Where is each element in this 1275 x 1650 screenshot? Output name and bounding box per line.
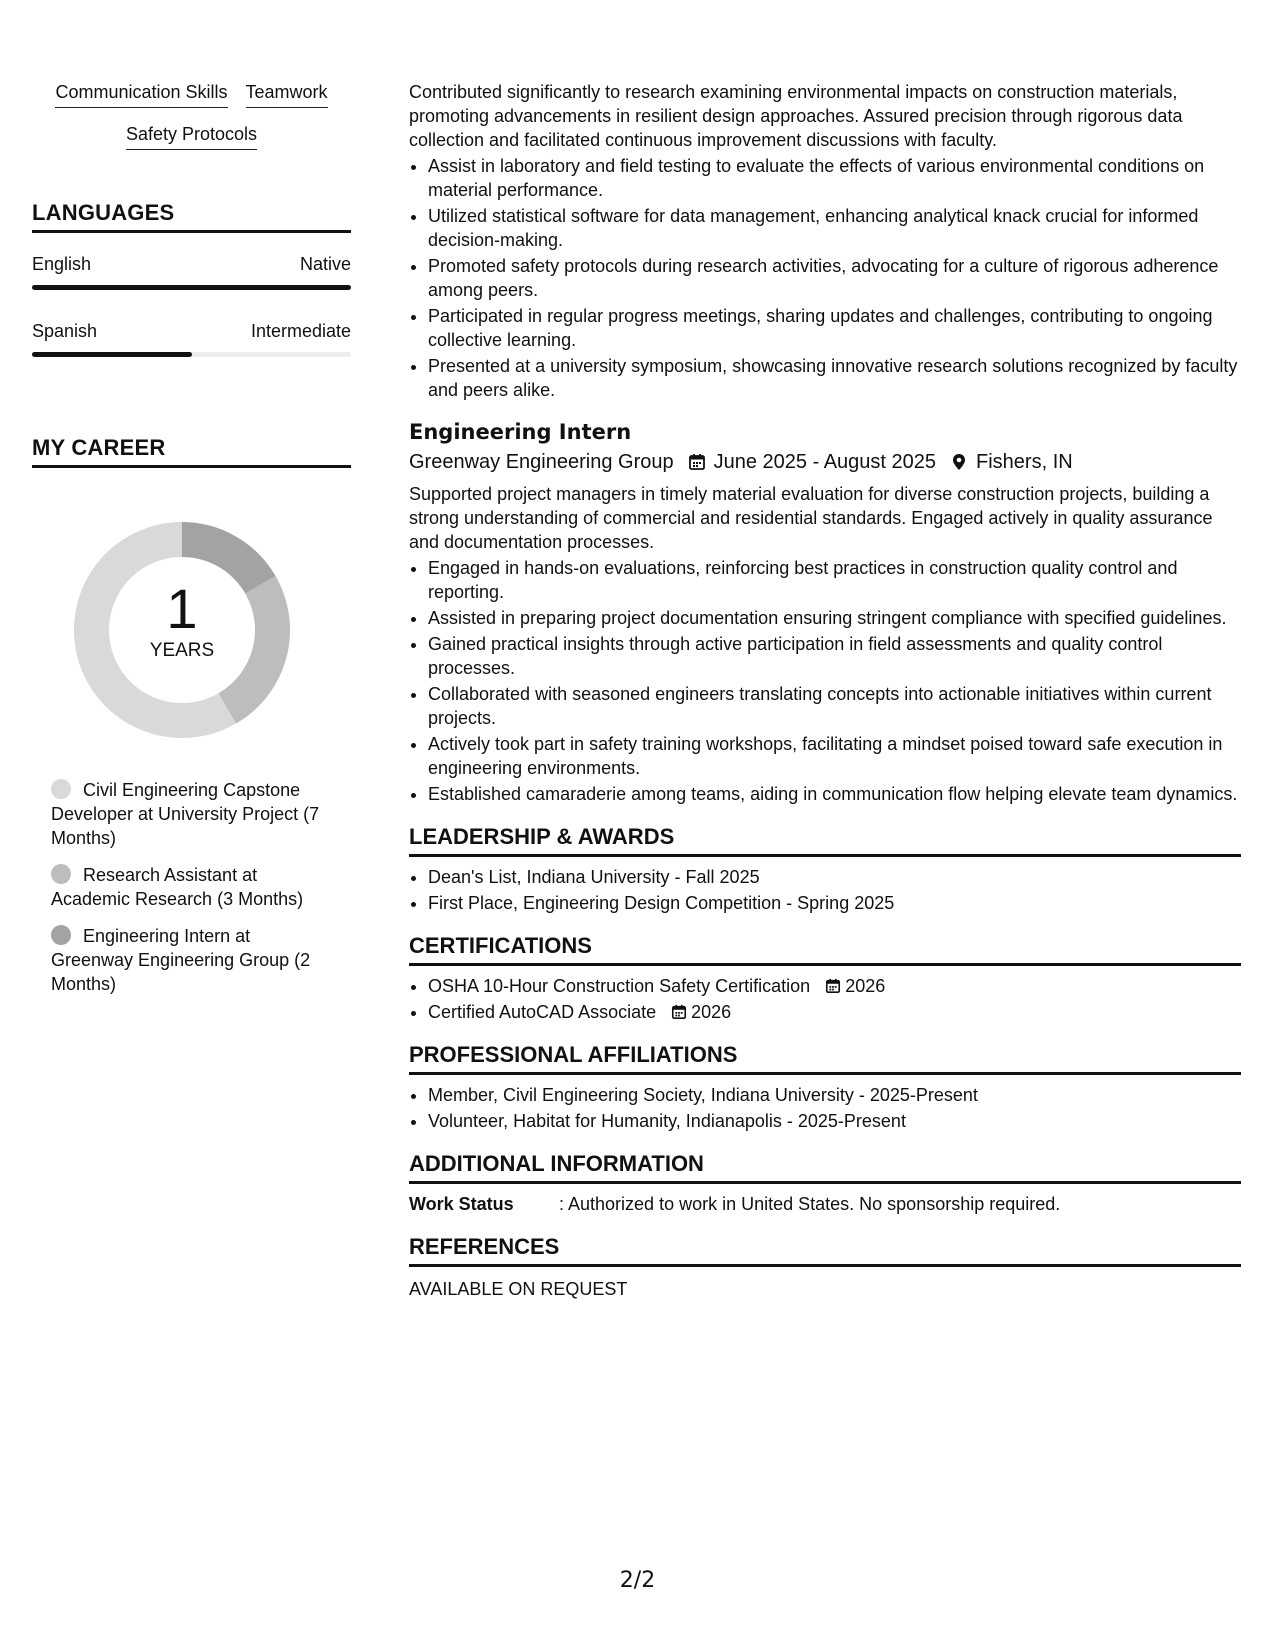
job-location: Fishers, IN [976,451,1073,473]
job-dates: June 2025 - August 2025 [713,451,937,473]
leadership-section [409,824,1241,915]
career-heading: MY CAREER [32,435,351,468]
career-total [62,577,302,662]
page-number: 2/2 [619,1568,656,1593]
leadership-heading: LEADERSHIP & AWARDS [409,824,1241,857]
language-proficiency-fill [32,285,351,290]
certification-item [428,974,1241,998]
calendar-icon [688,453,706,471]
bullet-item: • Volunteer, Habitat for Humanity, Indianapolis - 2025-Present [428,1109,1241,1133]
references-section [409,1234,1241,1301]
career-section [32,435,351,996]
skill-tag: Teamwork [246,80,328,108]
certification-year: 2026 [845,976,886,996]
language-proficiency-fill [32,352,192,357]
research-assistant-entry [409,80,1241,402]
bullet-item: • First Place, Engineering Design Competition - Spring 2025 [428,891,1241,915]
language-name: English [32,254,92,274]
skills-list [32,80,351,150]
certification-item [428,1000,1241,1024]
career-legend-item [51,924,326,996]
certifications-section [409,933,1241,1024]
job-summary: Supported project managers in timely material evaluation for diverse construction projects, building a strong understanding of commercial and residential standards. Engaged actively in quality assurance and documentation processes. [409,484,1213,552]
career-legend-label: Civil Engineering Capstone Developer at University Project (7 Months) [51,780,320,848]
career-legend [51,778,326,996]
job-meta [409,448,1241,476]
affiliations-section [409,1042,1241,1133]
bullet-item: • Assist in laboratory and field testing to evaluate the effects of various environmental conditions on material performance. [428,154,1241,202]
references-heading: REFERENCES [409,1234,1241,1267]
languages-heading: LANGUAGES [32,200,351,233]
work-status-value: : Authorized to work in United States. No sponsorship required. [559,1194,1061,1214]
bullet-item: • Utilized statistical software for data management, enhancing analytical knack crucial for informed decision-making. [428,204,1241,252]
legend-dot [51,779,71,799]
engineering-intern-entry [409,420,1241,806]
career-legend-label: Research Assistant at Academic Research (3 Months) [51,865,304,909]
language-proficiency-bar [32,352,351,357]
affiliations-heading: PROFESSIONAL AFFILIATIONS [409,1042,1241,1075]
bullet-item: • Member, Civil Engineering Society, Indiana University - 2025-Present [428,1083,1241,1107]
career-donut-chart [62,510,302,750]
certification-name: Certified AutoCAD Associate [428,1002,657,1022]
language-level: Intermediate [250,321,351,341]
references-text: AVAILABLE ON REQUEST [409,1279,628,1299]
left-column [32,80,351,1009]
additional-info-section [409,1151,1241,1216]
job-summary: Contributed significantly to research examining environmental impacts on construction materials, promoting advancements in resilient design approaches. Assured precision through rigorous data collection and facilitated continuous improvement discussions with faculty. [409,82,1183,150]
bullet-item: • Dean's List, Indiana University - Fall 2025 [428,865,1241,889]
certification-year: 2026 [691,1002,732,1022]
bullet-item: • Presented at a university symposium, showcasing innovative research solutions recognized by faculty and peers alike. [428,354,1241,402]
work-status-row [409,1192,1241,1216]
language-name: Spanish [32,321,98,341]
career-legend-item [51,863,326,911]
certifications-list [409,974,1241,1024]
leadership-list [409,865,1241,915]
legend-dot [51,925,71,945]
job-bullets [409,154,1241,402]
languages-section [32,200,351,357]
job-title: Engineering Intern [409,420,632,444]
right-column [409,80,1241,1301]
skill-tag: Communication Skills [55,80,227,108]
affiliations-list [409,1083,1241,1133]
language-item [32,320,351,357]
language-item [32,253,351,290]
calendar-icon [825,978,841,994]
language-proficiency-bar [32,285,351,290]
additional-info-heading: ADDITIONAL INFORMATION [409,1151,1241,1184]
job-company: Greenway Engineering Group [409,451,674,473]
bullet-item: • Assisted in preparing project documentation ensuring stringent compliance with specified guidelines. [428,606,1241,630]
legend-dot [51,864,71,884]
career-total-unit: YEARS [149,640,215,661]
bullet-item: • Engaged in hands-on evaluations, reinforcing best practices in construction quality control and reporting. [428,556,1241,604]
map-pin-icon [950,453,968,471]
bullet-item: • Participated in regular progress meetings, sharing updates and challenges, contributing to ongoing collective learning. [428,304,1241,352]
certifications-heading: CERTIFICATIONS [409,933,1241,966]
career-total-value: 1 [166,577,198,640]
bullet-item: • Collaborated with seasoned engineers translating concepts into actionable initiatives within current projects. [428,682,1241,730]
bullet-item: • Promoted safety protocols during research activities, advocating for a culture of rigorous adherence among peers. [428,254,1241,302]
certification-name: OSHA 10-Hour Construction Safety Certification [428,976,811,996]
bullet-item: • Gained practical insights through active participation in field assessments and quality control processes. [428,632,1241,680]
job-bullets [409,556,1241,806]
bullet-item: • Actively took part in safety training workshops, facilitating a mindset poised toward safe execution in engineering environments. [428,732,1241,780]
career-legend-item [51,778,326,850]
work-status-label: Work Status [409,1194,514,1214]
bullet-item: • Established camaraderie among teams, aiding in communication flow helping elevate team dynamics. [428,782,1241,806]
skill-tag: Safety Protocols [126,122,257,150]
calendar-icon [671,1004,687,1020]
language-level: Native [299,254,351,274]
career-legend-label: Engineering Intern at Greenway Engineering Group (2 Months) [51,926,311,994]
